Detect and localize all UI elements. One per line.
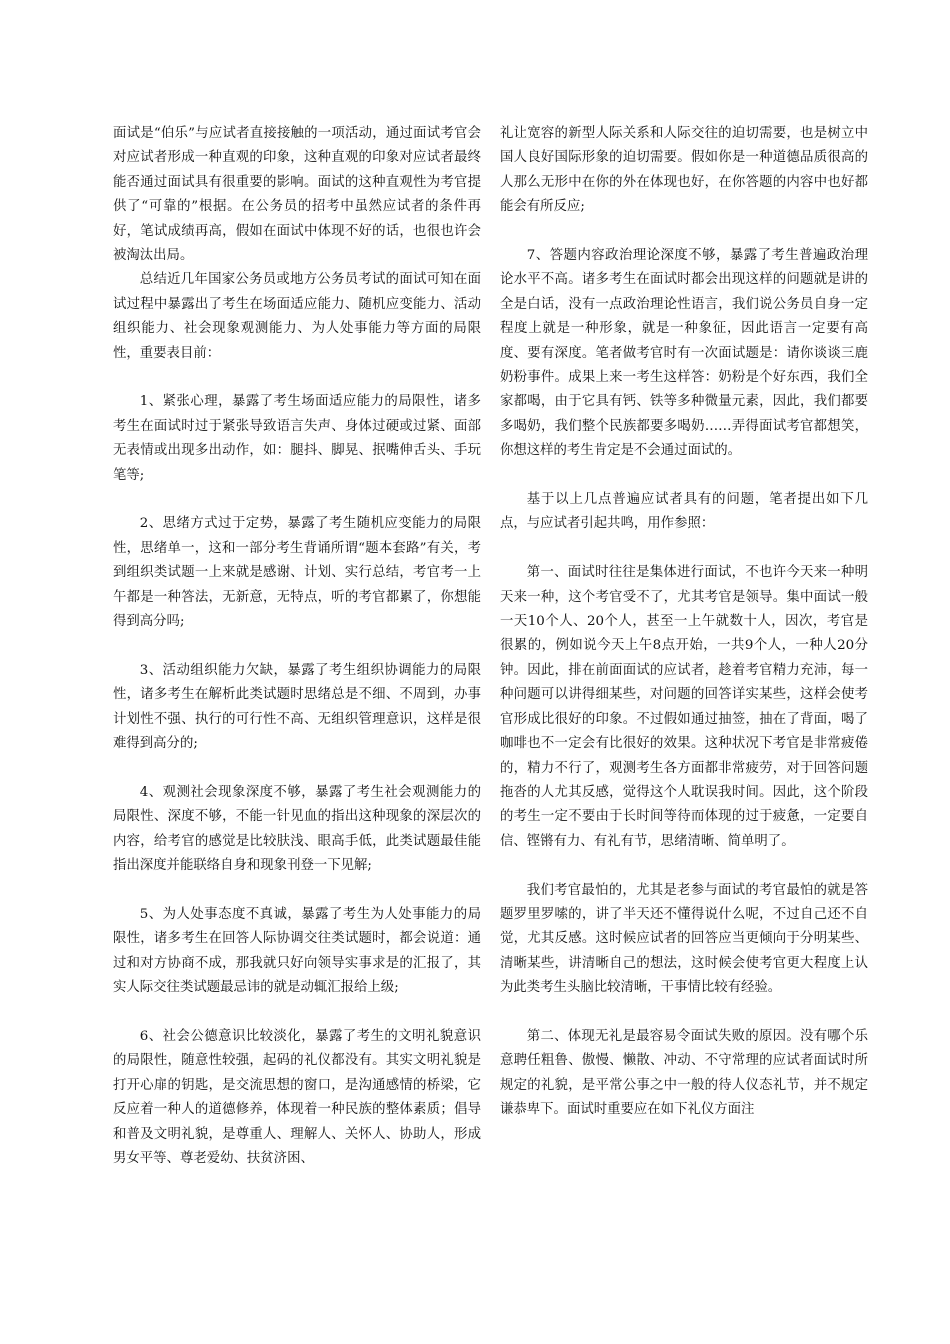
paragraph: 第一、面试时往往是集体进行面试，不也许今天来一种明天来一种，这个考官受不了，尤其考官是领导。集中面试一般一天10个人、20个人，甚至一上午就数十人，因次，考官是很累的，例如说今天上午8点开始，一共9个人，一种人20分钟。因此，排在前面面试的应试者，趁着考官精力充沛，每一种问题可以讲得细某些，对问题的回答详实某些，这样会使考官形成比很好的印象。不过假如通过抽签，抽在了背面，喝了咖啡也不一定会有比很好的效果。这种状况下考官是非常疲倦的，精力不行了，观测考生各方面都非常疲劳，对于回答问题拖沓的人尤其反感，觉得这个人耽误我时间。因此，这个阶段的考生一定不要由于长时间等待而体现的过于疲惫，一定要自信、铿锵有力、有礼有节，思绪清晰、简单明了。 — [500, 565, 868, 849]
right-column — [500, 122, 868, 1123]
paragraph: 总结近几年国家公务员或地方公务员考试的面试可知在面试过程中暴露出了考生在场面适应能力、随机应变能力、活动组织能力、社会现象观测能力、为人处事能力等方面的局限性，重要表目前： — [113, 272, 481, 361]
paragraph: 5、为人处事态度不真诚，暴露了考生为人处事能力的局限性，诸多考生在回答人际协调交往类试题时，都会说道：通过和对方协商不成，那我就只好向领导实事求是的汇报了，其实人际交往类试题最忌讳的就是动辄汇报给上级; — [113, 906, 481, 996]
paragraph: 2、思绪方式过于定势，暴露了考生随机应变能力的局限性，思绪单一，这和一部分考生背诵所谓“题本套路”有关，考到组织类试题一上来就是感谢、计划、实行总结，考官考一上午都是一种答法，无新意，无特点，听的考官都累了，你想能得到高分吗; — [113, 516, 481, 630]
left-column — [113, 122, 481, 1171]
paragraph: 面试是“伯乐”与应试者直接接触的一项活动，通过面试考官会对应试者形成一种直观的印象，这种直观的印象对应试者最终能否通过面试具有很重要的影响。面试的这种直观性为考官提供了“可靠的”根据。在公务员的招考中虽然应试者的条件再好，笔试成绩再高，假如在面试中体现不好的话，也很也许会被淘汰出局。 — [113, 126, 481, 264]
paragraph: 基于以上几点普遍应试者具有的问题，笔者提出如下几点，与应试者引起共鸣，用作参照： — [500, 492, 868, 532]
paragraph: 4、观测社会现象深度不够，暴露了考生社会观测能力的局限性、深度不够，不能一针见血的指出这种现象的深层次的内容，给考官的感觉是比较肤浅、眼高手低，此类试题最佳能指出深度并能联络自身和现象刊登一下见解; — [113, 784, 481, 874]
paragraph: 第二、体现无礼是最容易令面试失败的原因。没有哪个乐意聘任粗鲁、傲慢、懒散、冲动、不守常理的应试者面试时所规定的礼貌，是平常公事之中一般的待人仪态礼节，并不规定谦恭卑下。面试时重要应在如下礼仪方面注 — [500, 1028, 868, 1118]
paragraph: 我们考官最怕的，尤其是老参与面试的考官最怕的就是答题罗里罗嗦的，讲了半天还不懂得说什么呢，不过自己还不自觉，尤其反感。这时候应试者的回答应当更倾向于分明某些、清晰某些，讲清晰自己的想法，这时候会使考官更大程度上认为此类考生头脑比较清晰，干事情比较有经验。 — [500, 882, 868, 996]
paragraph: 礼让宽容的新型人际关系和人际交往的迫切需要，也是树立中国人良好国际形象的迫切需要。假如你是一种道德品质很高的人那么无形中在你的外在体现也好，在你答题的内容中也好都能会有所反应; — [500, 126, 868, 215]
paragraph: 3、活动组织能力欠缺，暴露了考生组织协调能力的局限性，诸多考生在解析此类试题时思绪总是不细、不周到，办事计划性不强、执行的可行性不高、无组织管理意识，这样是很难得到高分的; — [113, 662, 481, 752]
paragraph: 6、社会公德意识比较淡化，暴露了考生的文明礼貌意识的局限性，随意性较强，起码的礼仪都没有。其实文明礼貌是打开心扉的钥匙，是交流思想的窗口，是沟通感情的桥梁，它反应着一种人的道德修养，体现着一种民族的整体素质；倡导和普及文明礼貌，是尊重人、理解人、关怀人、协助人，形成男女平等、尊老爱幼、扶贫济困、 — [113, 1028, 481, 1166]
paragraph: 1、紧张心理，暴露了考生场面适应能力的局限性，诸多考生在面试时过于紧张导致语言失声、身体过硬或过紧、面部无表情或出现多出动作，如：腿抖、脚晃、抿嘴伸舌头、手玩笔等; — [113, 394, 481, 483]
paragraph: 7、答题内容政治理论深度不够，暴露了考生普遍政治理论水平不高。诸多考生在面试时都会出现这样的问题就是讲的全是白话，没有一点政治理论性语言，我们说公务员自身一定程度上就是一种形象，就是一种象征，因此语言一定要有高度、要有深度。笔者做考官时有一次面试题是：请你谈谈三鹿奶粉事件。成果上来一考生这样答：奶粉是个好东西，我们全家都喝，由于它具有钙、铁等多种微量元素，因此，我们都要多喝奶，我们整个民族都要多喝奶……弄得面试考官都想笑，你想这样的考生肯定是不会通过面试的。 — [500, 248, 868, 459]
